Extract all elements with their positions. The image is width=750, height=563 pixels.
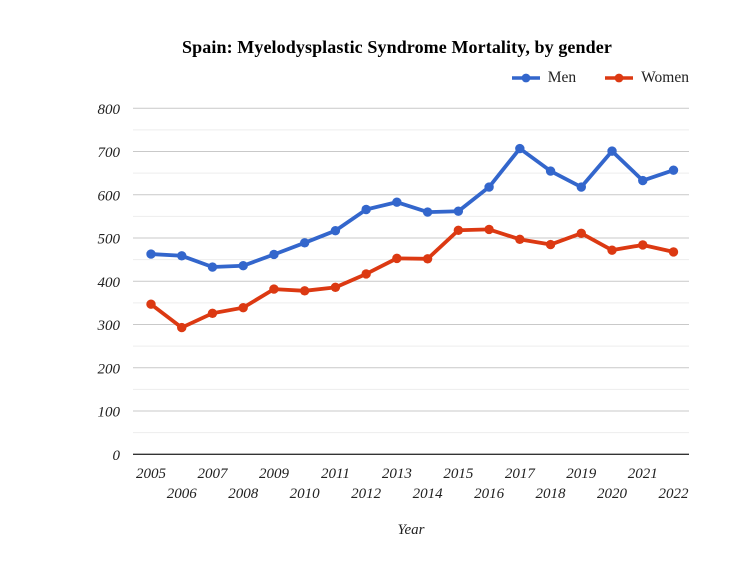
data-point-men-2009[interactable]: [269, 250, 278, 259]
data-point-women-2013[interactable]: [392, 254, 401, 263]
x-tick-label-2014: 2014: [412, 486, 443, 502]
data-point-men-2006[interactable]: [177, 251, 186, 260]
data-point-women-2018[interactable]: [546, 240, 555, 249]
data-point-women-2021[interactable]: [638, 240, 647, 249]
data-point-women-2014[interactable]: [423, 254, 432, 263]
data-point-women-2016[interactable]: [484, 225, 493, 234]
x-tick-label-2012: 2012: [351, 486, 382, 502]
data-point-women-2008[interactable]: [239, 303, 248, 312]
x-tick-label-2015: 2015: [443, 466, 474, 482]
x-tick-label-2021: 2021: [627, 466, 658, 482]
data-point-women-2006[interactable]: [177, 323, 186, 332]
x-tick-label-2020: 2020: [597, 486, 628, 502]
y-tick-label-300: 300: [97, 318, 120, 335]
data-point-women-2012[interactable]: [361, 269, 370, 278]
data-point-men-2015[interactable]: [454, 207, 463, 216]
y-tick-label-400: 400: [97, 274, 120, 291]
x-tick-label-2005: 2005: [136, 466, 166, 482]
x-tick-label-2006: 2006: [166, 486, 197, 502]
data-point-men-2014[interactable]: [423, 207, 432, 216]
data-point-men-2013[interactable]: [392, 197, 401, 206]
x-tick-label-2009: 2009: [258, 466, 289, 482]
data-point-men-2005[interactable]: [146, 249, 155, 258]
data-point-men-2021[interactable]: [638, 176, 647, 185]
x-tick-label-2013: 2013: [381, 466, 412, 482]
data-point-men-2011[interactable]: [331, 226, 340, 235]
y-tick-label-200: 200: [97, 361, 120, 378]
y-tick-label-500: 500: [97, 231, 120, 248]
y-tick-label-800: 800: [97, 101, 120, 118]
x-tick-label-2011: 2011: [320, 466, 350, 482]
data-point-women-2019[interactable]: [577, 229, 586, 238]
data-point-men-2022[interactable]: [669, 165, 678, 174]
data-point-men-2012[interactable]: [361, 205, 370, 214]
data-point-men-2019[interactable]: [577, 182, 586, 191]
x-tick-label-2007: 2007: [197, 466, 228, 482]
data-point-women-2005[interactable]: [146, 300, 155, 309]
series-line-men: [151, 149, 674, 268]
data-point-women-2011[interactable]: [331, 283, 340, 292]
data-point-women-2015[interactable]: [454, 226, 463, 235]
x-tick-label-2017: 2017: [504, 466, 535, 482]
data-point-women-2020[interactable]: [607, 245, 616, 254]
data-point-men-2008[interactable]: [239, 261, 248, 270]
y-tick-label-700: 700: [97, 145, 120, 162]
x-tick-label-2016: 2016: [474, 486, 505, 502]
data-point-men-2010[interactable]: [300, 238, 309, 247]
y-tick-label-100: 100: [97, 404, 120, 421]
x-tick-label-2010: 2010: [289, 486, 320, 502]
data-point-women-2010[interactable]: [300, 286, 309, 295]
legend-label-women: Women: [641, 69, 689, 86]
x-tick-label-2022: 2022: [658, 486, 689, 502]
y-tick-label-600: 600: [97, 188, 120, 205]
legend-label-men: Men: [547, 69, 577, 86]
x-tick-label-2019: 2019: [566, 466, 597, 482]
data-point-men-2016[interactable]: [484, 182, 493, 191]
data-point-women-2007[interactable]: [208, 309, 217, 318]
data-point-women-2017[interactable]: [515, 235, 524, 244]
series-line-women: [151, 229, 674, 327]
data-point-men-2017[interactable]: [515, 144, 524, 153]
x-tick-label-2018: 2018: [535, 486, 566, 502]
data-point-men-2020[interactable]: [607, 146, 616, 155]
data-point-women-2022[interactable]: [669, 247, 678, 256]
data-point-men-2018[interactable]: [546, 166, 555, 175]
data-point-men-2007[interactable]: [208, 262, 217, 271]
x-tick-label-2008: 2008: [228, 486, 259, 502]
data-point-women-2009[interactable]: [269, 284, 278, 293]
x-axis-title: Year: [397, 522, 425, 538]
y-tick-label-0: 0: [112, 447, 120, 464]
chart-title: Spain: Myelodysplastic Syndrome Mortality, by gender: [182, 37, 612, 57]
